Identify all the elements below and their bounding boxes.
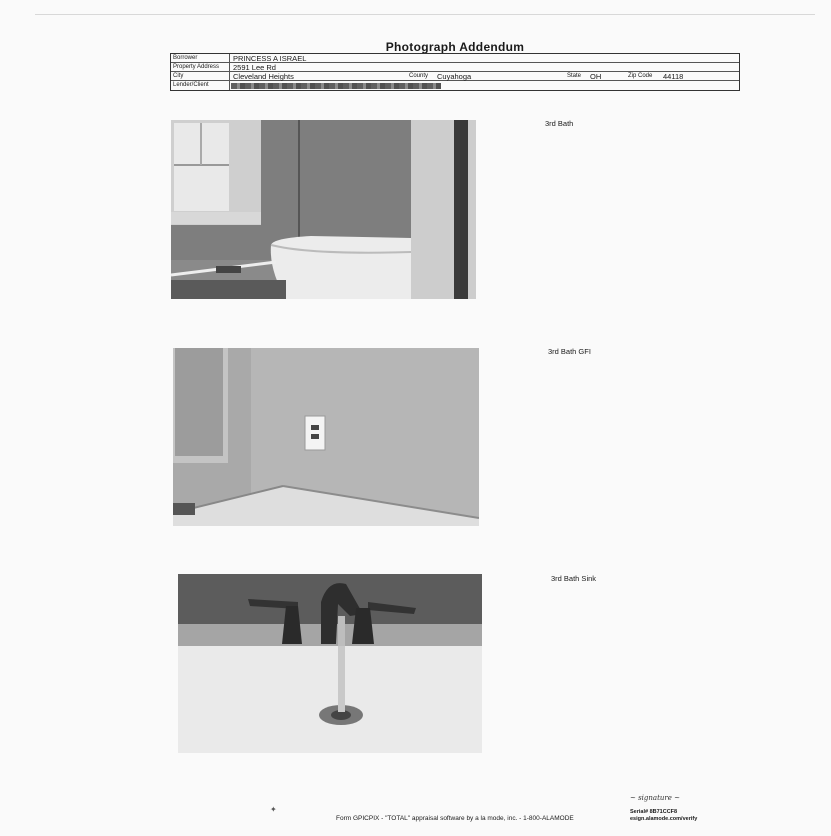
verify-url: esign.alamode.com/verify [630,816,698,822]
county-value: Cuyahoga [437,72,472,81]
scan-edge-line [35,14,815,15]
scan-mark-icon: ✦ [270,805,277,814]
photo-3rd-bath-gfi [173,348,479,526]
caption-3rd-bath: 3rd Bath [545,119,574,128]
lender-row [171,81,739,90]
subject-info-box [170,53,740,91]
borrower-label: Borrower [173,55,198,61]
serial-block [630,809,697,823]
borrower-row [171,54,739,63]
caption-3rd-bath-gfi: 3rd Bath GFI [548,347,591,356]
page-title: Photograph Addendum [385,40,525,54]
state-value: OH [590,72,602,81]
address-row [171,63,739,72]
zip-label: Zip Code [628,73,653,79]
form-footer: Form GPICPIX - "TOTAL" appraisal software by a la mode, inc. - 1-800-ALAMODE [336,815,574,822]
city-row [171,72,739,81]
redacted-lender [231,83,441,89]
photo-3rd-bath-sink [178,574,482,753]
lender-label: Lender/Client [173,82,209,88]
state-label: State [567,73,582,79]
address-value: 2591 Lee Rd [233,63,276,72]
serial-number: Serial# 8B71CCF8 [630,809,678,815]
appraiser-signature-icon: ~ signature ~ [630,794,680,802]
address-label: Property Address [173,64,220,70]
county-label: County [409,73,429,79]
city-label: City [173,73,184,79]
zip-value: 44118 [663,72,684,81]
borrower-value: PRINCESS A ISRAEL [233,54,307,63]
photo-3rd-bath [171,120,476,299]
caption-3rd-bath-sink: 3rd Bath Sink [551,574,597,583]
city-value: Cleveland Heights [233,72,294,81]
